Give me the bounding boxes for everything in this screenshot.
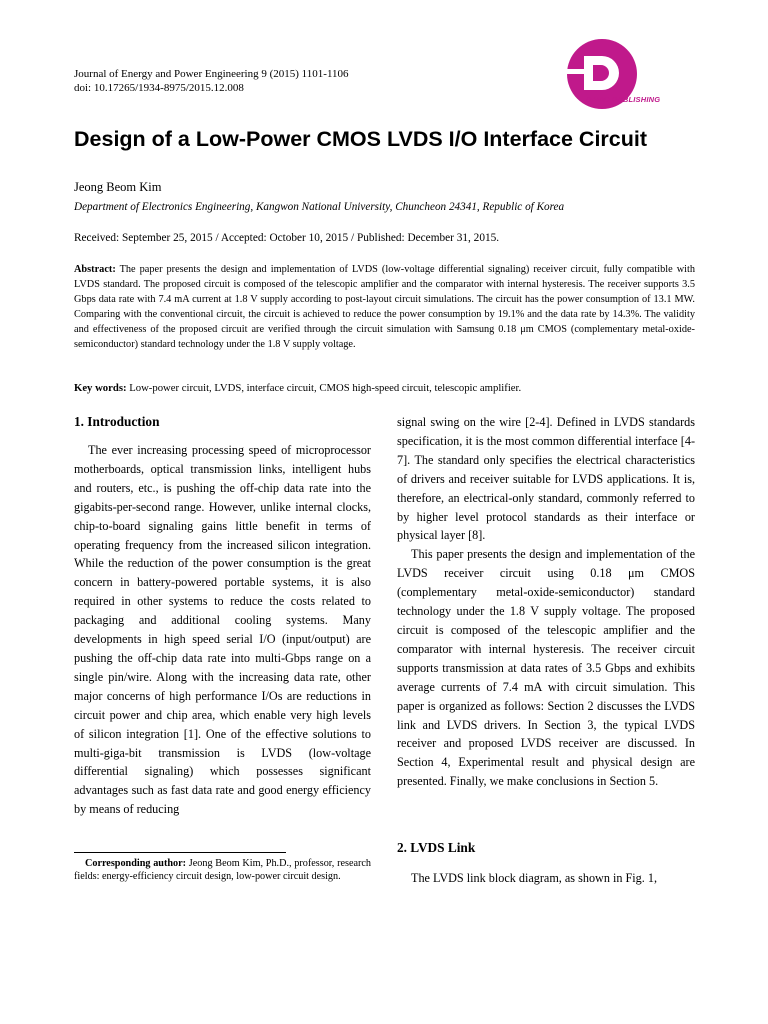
keywords-text: Low-power circuit, LVDS, interface circuit, CMOS high-speed circuit, telescopic amplifier.: [129, 382, 522, 394]
lvds-link-paragraph-1: The LVDS link block diagram, as shown in Fig. 1,: [411, 871, 657, 885]
author-affiliation: Department of Electronics Engineering, Kangwon National University, Chuncheon 24341, Republic of Korea: [74, 201, 565, 213]
abstract: [74, 262, 695, 352]
section-heading-lvds-link: 2. LVDS Link: [397, 840, 476, 855]
left-column-body: [74, 441, 371, 819]
intro-paragraph-2: This paper presents the design and implementation of the LVDS receiver circuit using 0.18 μm CMOS (complementary metal-oxide-semiconductor) standard technology under the 1.8 V supply voltage. The proposed circuit is composed of the telescopic amplifier and the comparator with internal hysteresis. The receiver circuit supports transmission at data rates of 3.5 Gbps and exhibits average currents of 7.4 mA with circuit simulation. This paper is organized as follows: Section 2 discusses the LVDS link and LVDS drivers. In Section 3, the typical LVDS receiver and proposed LVDS receiver are discussed. In Section 4, Experimental result and physical design are presented. Finally, we make conclusions in Section 5.: [397, 547, 695, 789]
journal-citation: Journal of Energy and Power Engineering 9 (2015) 1101-1106: [74, 68, 349, 80]
corresponding-author-footnote: [74, 857, 371, 884]
keywords: [74, 382, 521, 394]
publisher-logo-text: DAVID PUBLISHING: [586, 95, 661, 104]
footnote-divider: [74, 852, 286, 853]
paper-title: Design of a Low-Power CMOS LVDS I/O Interface Circuit: [74, 127, 648, 151]
footnote-label: Corresponding author:: [85, 858, 187, 869]
abstract-label: Abstract:: [74, 264, 116, 275]
journal-info: [74, 67, 349, 95]
journal-doi: doi: 10.17265/1934-8975/2015.12.008: [74, 82, 244, 94]
keywords-label: Key words:: [74, 382, 127, 394]
publication-dates: Received: September 25, 2015 / Accepted: October 10, 2015 / Published: December 31, 2015.: [74, 232, 500, 244]
right-column-body: [397, 413, 695, 791]
section-heading-introduction: 1. Introduction: [74, 414, 160, 429]
abstract-text: The paper presents the design and implementation of LVDS (low-voltage differential signaling) receiver circuit, fully compatible with LVDS standard. The proposed circuit is composed of the telescopic amplifier and the comparator with internal hysteresis. The receiver supports 3.5 Gbps data rate with 7.4 mA current at 1.8 V supply according to post-layout circuit simulations. The circuit has the power consumption of 13.1 MW. Comparing with the conventional circuit, the circuit is achieved to reduce the power consumption by 19.1% and the data rate by 14.3%. The validity and effectiveness of the proposed circuit are verified through the circuit simulation with Samsung 0.18 μm CMOS (complementary metal-oxide-semiconductor) standard technology under the 1.8 V supply voltage.: [74, 264, 695, 350]
author-name: Jeong Beom Kim: [74, 180, 162, 194]
lvds-link-body: [397, 869, 695, 888]
publisher-logo: [560, 38, 700, 110]
intro-paragraph-1-continued: signal swing on the wire [2-4]. Defined in LVDS standards specification, it is the most common differential interface [4-7]. The standard only specifies the electrical characteristics of drivers and receiver suitable for LVDS applications. It is, therefore, an electrical-only standard, commonly referred to by higher level protocol standards as their interface or physical layer [8].: [397, 415, 695, 543]
intro-paragraph-1: The ever increasing processing speed of microprocessor motherboards, optical transmission links, intelligent hubs and routers, etc., is pushing the off-chip data rate into the gigabits-per-second range. However, unlike internal clocks, chip-to-board signaling gains little benefit in terms of operating frequency from the increased silicon integration. While the reduction of the power consumption is the great concern in battery-powered portable systems, it is also required in other systems to reduce the costs related to packaging and additional cooling systems. Many developments in high speed serial I/O (input/output) are pushing the off-chip data rate into multi-Gbps range on a single pin/wire. Along with the increasing data rate, other major concerns of high performance I/Os are reductions in circuit power and chip area, which enable very high levels of silicon integration [1]. One of the effective solutions to multi-giga-bit transmission is LVDS (low-voltage differential signaling) which possesses significant advantages such as fast data rate and good energy efficiency by means of reducing: [74, 443, 371, 817]
footnote-text: Jeong Beom Kim, Ph.D., professor, research fields: energy-efficiency circuit design, low-power circuit design.: [74, 858, 371, 883]
